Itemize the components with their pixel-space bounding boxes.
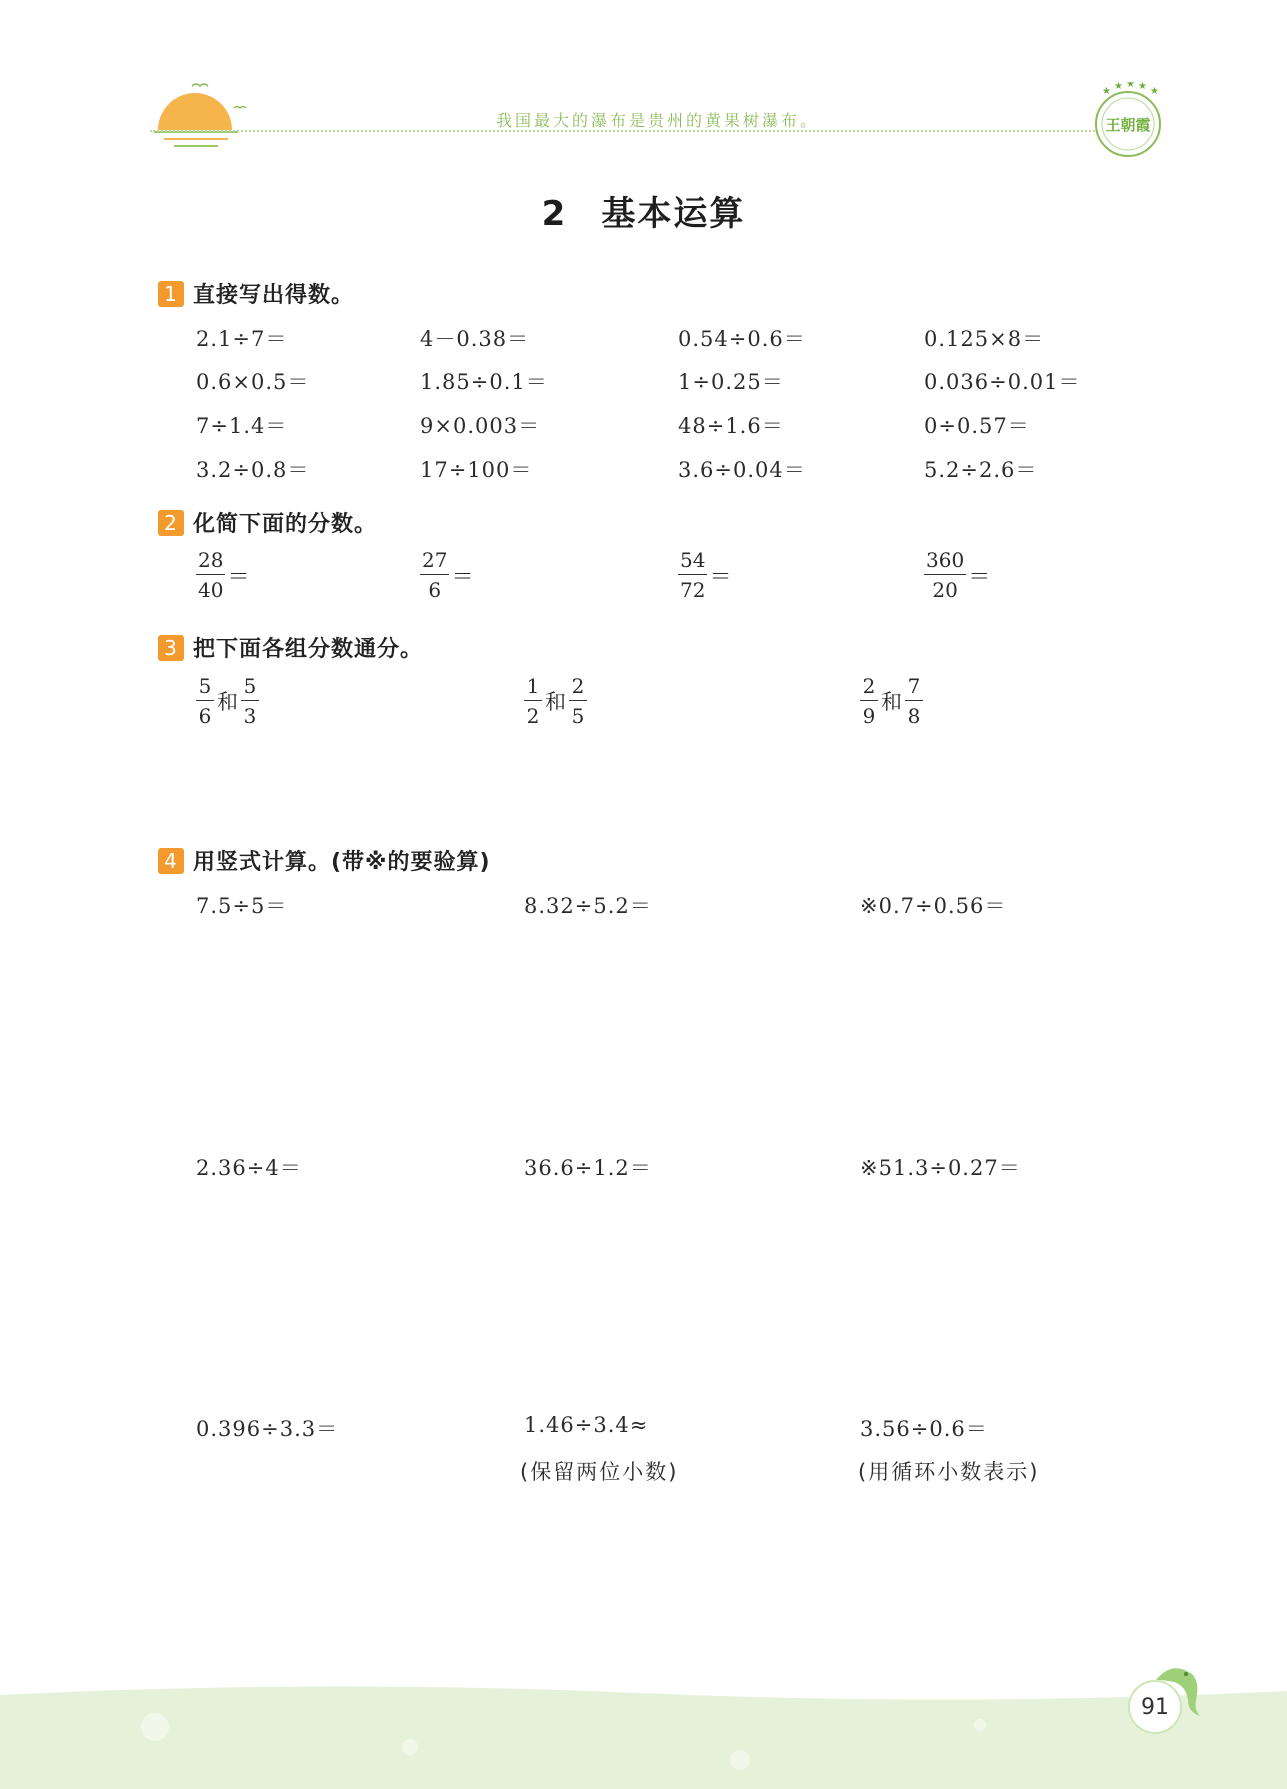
q1-expr: 7÷1.4＝ xyxy=(196,414,288,438)
q4-badge: 4 xyxy=(158,848,184,874)
q3-badge: 3 xyxy=(158,635,184,661)
fraction: $\frac{27}{6}$ xyxy=(422,548,448,602)
q1-badge: 1 xyxy=(158,281,184,307)
q1-expr: 5.2÷2.6＝ xyxy=(924,458,1038,482)
footer-band xyxy=(0,1685,1287,1789)
page-title xyxy=(0,186,1287,235)
q1-expr: 17÷100＝ xyxy=(420,458,533,482)
q1-expr: 48÷1.6＝ xyxy=(678,414,784,438)
fraction: $\frac{7}{8}$ xyxy=(905,676,923,726)
fraction: $\frac{28}{40}$ xyxy=(198,548,224,602)
q4-instruction: 用竖式计算。(带※的要验算) xyxy=(193,850,491,875)
q4-expr: ※51.3÷0.27＝ xyxy=(860,1156,1021,1180)
q1-expr: 1÷0.25＝ xyxy=(678,370,784,394)
q2-badge: 2 xyxy=(158,510,184,536)
header-fact: 我国最大的瀑布是贵州的黄果树瀑布。 xyxy=(496,111,820,130)
fraction: $\frac{360}{20}$ xyxy=(926,548,965,602)
q4-expr: 2.36÷4＝ xyxy=(196,1156,302,1180)
q4-expr: 3.56÷0.6＝ xyxy=(860,1417,988,1441)
q3-fraction-pair: $\frac{5}{6}$ 和 $\frac{5}{3}$ xyxy=(196,676,259,726)
q1-expr: 2.1÷7＝ xyxy=(196,327,288,351)
svg-text:★: ★ xyxy=(1150,86,1159,97)
svg-text:★: ★ xyxy=(1126,82,1135,90)
q1-expr: 0÷0.57＝ xyxy=(924,414,1030,438)
page-number: 91 xyxy=(1128,1680,1182,1734)
fraction: $\frac{54}{72}$ xyxy=(680,548,706,602)
q2-fraction-item: $\frac{28}{40}$ ＝ xyxy=(198,548,250,602)
q4-expr: 8.32÷5.2＝ xyxy=(524,894,652,918)
fraction: $\frac{5}{6}$ xyxy=(196,676,214,726)
q4-expr: 36.6÷1.2＝ xyxy=(524,1156,652,1180)
svg-text:★: ★ xyxy=(1114,82,1123,92)
svg-text:★: ★ xyxy=(1138,82,1147,92)
q2-instruction: 化简下面的分数。 xyxy=(193,512,378,537)
q4-note: (保留两位小数) xyxy=(520,1460,679,1484)
q4-expr: 1.46÷3.4≈ xyxy=(524,1413,649,1437)
q1-expr: 3.6÷0.04＝ xyxy=(678,458,806,482)
q2-fraction-item: $\frac{27}{6}$ ＝ xyxy=(422,548,474,602)
q1-expr: 0.125×8＝ xyxy=(924,327,1045,351)
q1-expr: 3.2÷0.8＝ xyxy=(196,458,310,482)
q2-heading xyxy=(158,507,377,538)
sunset-logo xyxy=(150,78,250,153)
q1-expr: 1.85÷0.1＝ xyxy=(420,370,548,394)
q3-heading xyxy=(158,632,423,663)
q3-fraction-pair: $\frac{2}{9}$ 和 $\frac{7}{8}$ xyxy=(860,676,923,726)
q1-instruction: 直接写出得数。 xyxy=(193,283,355,308)
q2-fraction-item: $\frac{360}{20}$ ＝ xyxy=(926,548,991,602)
q1-expr: 9×0.003＝ xyxy=(420,414,541,438)
q3-instruction: 把下面各组分数通分。 xyxy=(193,637,424,662)
q1-heading xyxy=(158,278,354,309)
q2-fraction-item: $\frac{54}{72}$ ＝ xyxy=(680,548,732,602)
q1-expr: 4－0.38＝ xyxy=(420,327,530,351)
fraction: $\frac{5}{3}$ xyxy=(241,676,259,726)
q4-expr: 0.396÷3.3＝ xyxy=(196,1417,339,1441)
q1-expr: 0.6×0.5＝ xyxy=(196,370,310,394)
svg-text:★: ★ xyxy=(1102,86,1111,97)
q4-note: (用循环小数表示) xyxy=(858,1460,1040,1484)
q4-expr: 7.5÷5＝ xyxy=(196,894,288,918)
q3-fraction-pair: $\frac{1}{2}$ 和 $\frac{2}{5}$ xyxy=(524,676,587,726)
title-number: 2 xyxy=(541,194,568,234)
publisher-logo xyxy=(1088,82,1168,162)
q1-expr: 0.036÷0.01＝ xyxy=(924,370,1081,394)
fraction: $\frac{1}{2}$ xyxy=(524,676,542,726)
logo-text: 王朝霞 xyxy=(1105,116,1151,134)
fraction: $\frac{2}{5}$ xyxy=(569,676,587,726)
q1-expr: 0.54÷0.6＝ xyxy=(678,327,806,351)
q4-heading xyxy=(158,845,491,876)
fraction: $\frac{2}{9}$ xyxy=(860,676,878,726)
title-text: 基本运算 xyxy=(601,194,746,234)
q4-expr: ※0.7÷0.56＝ xyxy=(860,894,1007,918)
